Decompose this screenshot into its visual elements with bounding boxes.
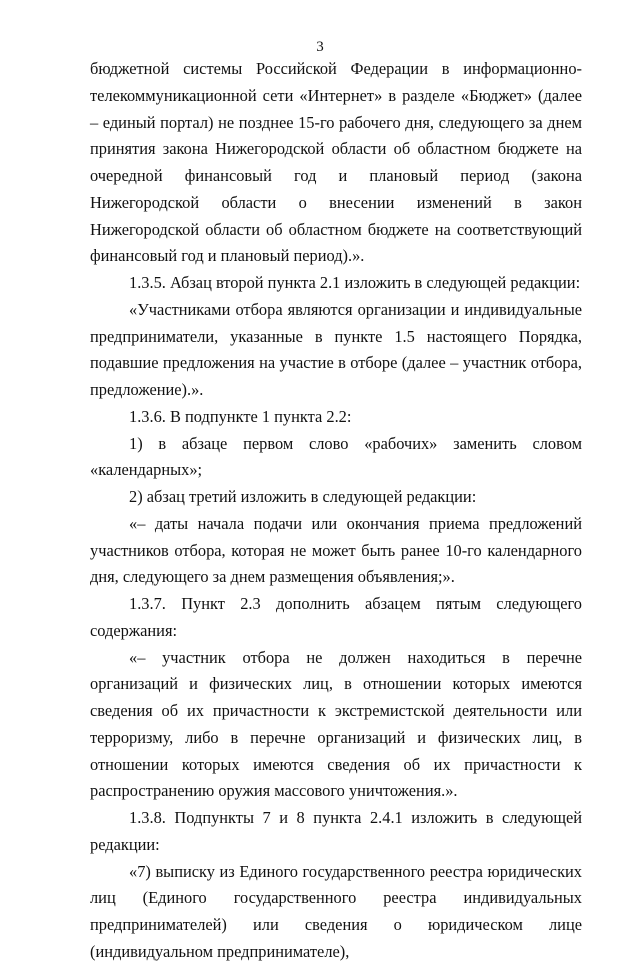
paragraph-6: 2) абзац третий изложить в следующей редакции: <box>129 487 477 506</box>
paragraph-5: 1) в абзаце первом слово «рабочих» заменить словом «календарных»; <box>90 433 582 480</box>
paragraph-3: «Участниками отбора являются организации и индивидуальные предприниматели, указанные в пункте 1.5 настоящего Порядка, подавшие предложения на участие в отборе (далее – участник отбора, предложение).». <box>90 299 582 399</box>
paragraph-10: 1.3.8. Подпункты 7 и 8 пункта 2.4.1 изложить в следующей редакции: <box>90 808 582 854</box>
paragraph-1: бюджетной системы Российской Федерации в информационно-телекоммуникационной сети «Интернет» в разделе «Бюджет» (далее – единый портал) не позднее 15-го рабочего дня, следующего за днем принятия закона Нижегородской области об областном бюджете на очередной финансовый год и плановый период (закона Нижегородской области о внесении изменений в закон Нижегородской области об областном бюджете на соответствующий финансовый год и плановый период).». <box>90 59 582 266</box>
paragraph-11: «7) выписку из Единого государственного реестра юридических лиц (Единого государственного реестра индивидуальных предпринимателей) или сведения о юридическом лице (индивидуальном предпринимателе), <box>90 861 582 961</box>
paragraph-9: «– участник отбора не должен находиться в перечне организаций и физических лиц, в отношении которых имеются сведения об их причастности к экстремистской деятельности или терроризму, либо в перечне организаций и физических лиц, в отношении которых имеются сведения об их причастности к распространению оружия массового уничтожения.». <box>90 647 582 801</box>
paragraph-2: 1.3.5. Абзац второй пункта 2.1 изложить в следующей редакции: <box>129 273 581 292</box>
paragraph-8: 1.3.7. Пункт 2.3 дополнить абзацем пятым следующего содержания: <box>90 594 582 640</box>
paragraph-4: 1.3.6. В подпункте 1 пункта 2.2: <box>129 406 352 426</box>
paragraph-7: «– даты начала подачи или окончания приема предложений участников отбора, которая не может быть ранее 10-го календарного дня, следующего за днем размещения объявления;». <box>90 513 582 587</box>
document-body <box>90 56 582 966</box>
page-number: 3 <box>316 39 324 55</box>
